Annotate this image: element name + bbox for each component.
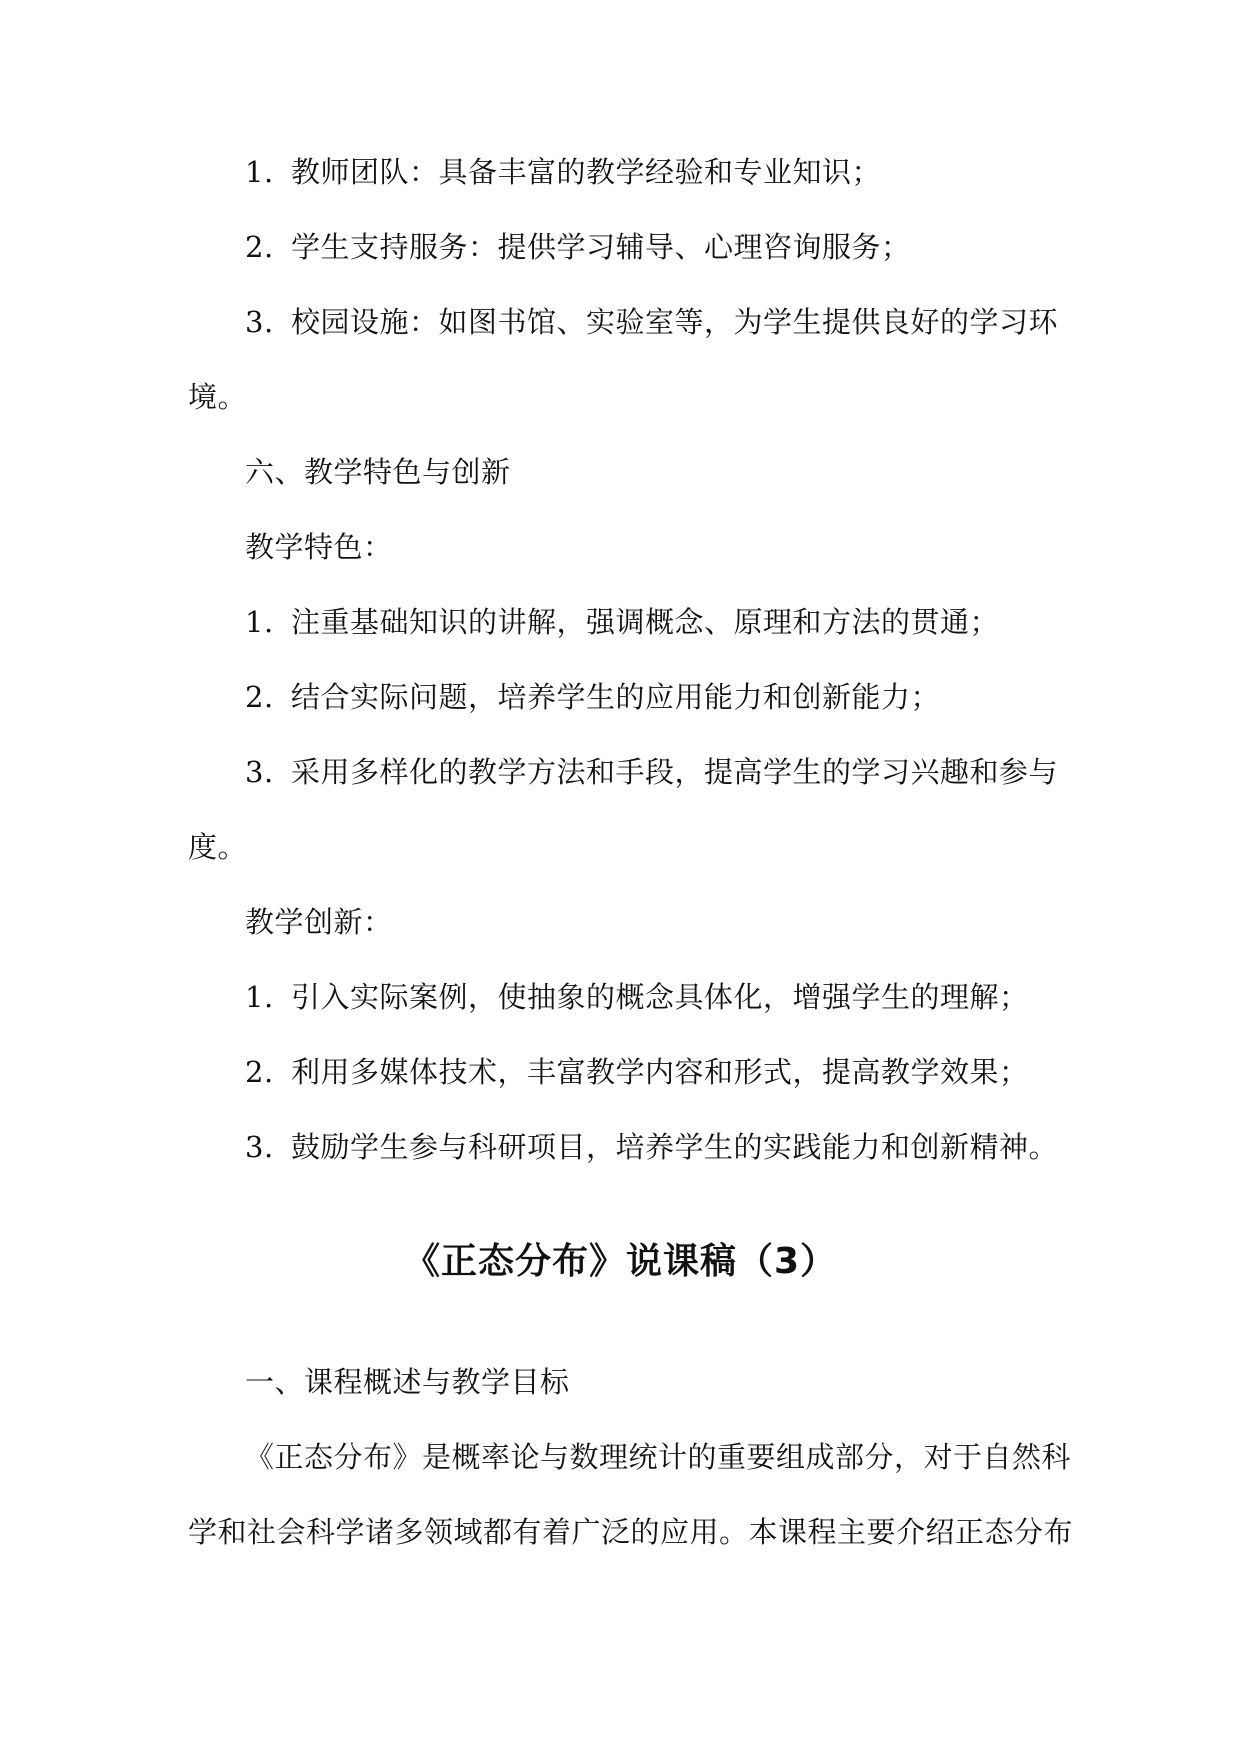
document-title: 《正态分布》说课稿（3）: [403, 1241, 838, 1282]
item-text: 鼓励学生参与科研项目，培养学生的实践能力和创新精神。: [291, 1130, 1059, 1164]
features-heading: 教学特色：: [245, 530, 393, 564]
item-text: 注重基础知识的讲解，强调概念、原理和方法的贯通；: [291, 605, 1000, 639]
support-item-3-continuation: 境。: [188, 380, 248, 414]
item-text: 校园设施：如图书馆、实验室等，为学生提供良好的学习环: [291, 305, 1059, 339]
item-text: 学生支持服务：提供学习辅导、心理咨询服务；: [291, 230, 911, 264]
item-number: 3.: [245, 755, 274, 789]
item-number: 3.: [245, 1130, 274, 1164]
support-item-2: [0, 227, 1241, 267]
intro-paragraph-line-1: 《正态分布》是概率论与数理统计的重要组成部分，对于自然科: [245, 1440, 1072, 1474]
item-number: 2.: [245, 1055, 274, 1089]
item-text: 结合实际问题，培养学生的应用能力和创新能力；: [291, 680, 941, 714]
feature-item-2: [0, 677, 1241, 717]
section-heading-6: 六、教学特色与创新: [245, 455, 511, 489]
item-text: 引入实际案例，使抽象的概念具体化，增强学生的理解；: [291, 980, 1029, 1014]
support-item-1: [0, 152, 1241, 192]
item-text: 采用多样化的教学方法和手段，提高学生的学习兴趣和参与: [291, 755, 1059, 789]
intro-paragraph-line-2: 学和社会科学诸多领域都有着广泛的应用。本课程主要介绍正态分布: [188, 1515, 1074, 1549]
feature-item-1: [0, 602, 1241, 642]
item-number: 2.: [245, 680, 274, 714]
support-item-3: [0, 302, 1241, 342]
feature-item-3: [0, 752, 1241, 792]
item-number: 1.: [245, 980, 274, 1014]
item-number: 3.: [245, 305, 274, 339]
innovation-item-2: [0, 1052, 1241, 1092]
innovation-heading: 教学创新：: [245, 905, 393, 939]
item-text: 教师团队：具备丰富的教学经验和专业知识；: [291, 155, 882, 189]
item-number: 1.: [245, 155, 274, 189]
section-heading-1: 一、课程概述与教学目标: [245, 1365, 570, 1399]
item-text: 利用多媒体技术，丰富教学内容和形式，提高教学效果；: [291, 1055, 1029, 1089]
item-number: 1.: [245, 605, 274, 639]
feature-item-3-continuation: 度。: [188, 830, 248, 864]
item-number: 2.: [245, 230, 274, 264]
innovation-item-1: [0, 977, 1241, 1017]
innovation-item-3: [0, 1127, 1241, 1167]
